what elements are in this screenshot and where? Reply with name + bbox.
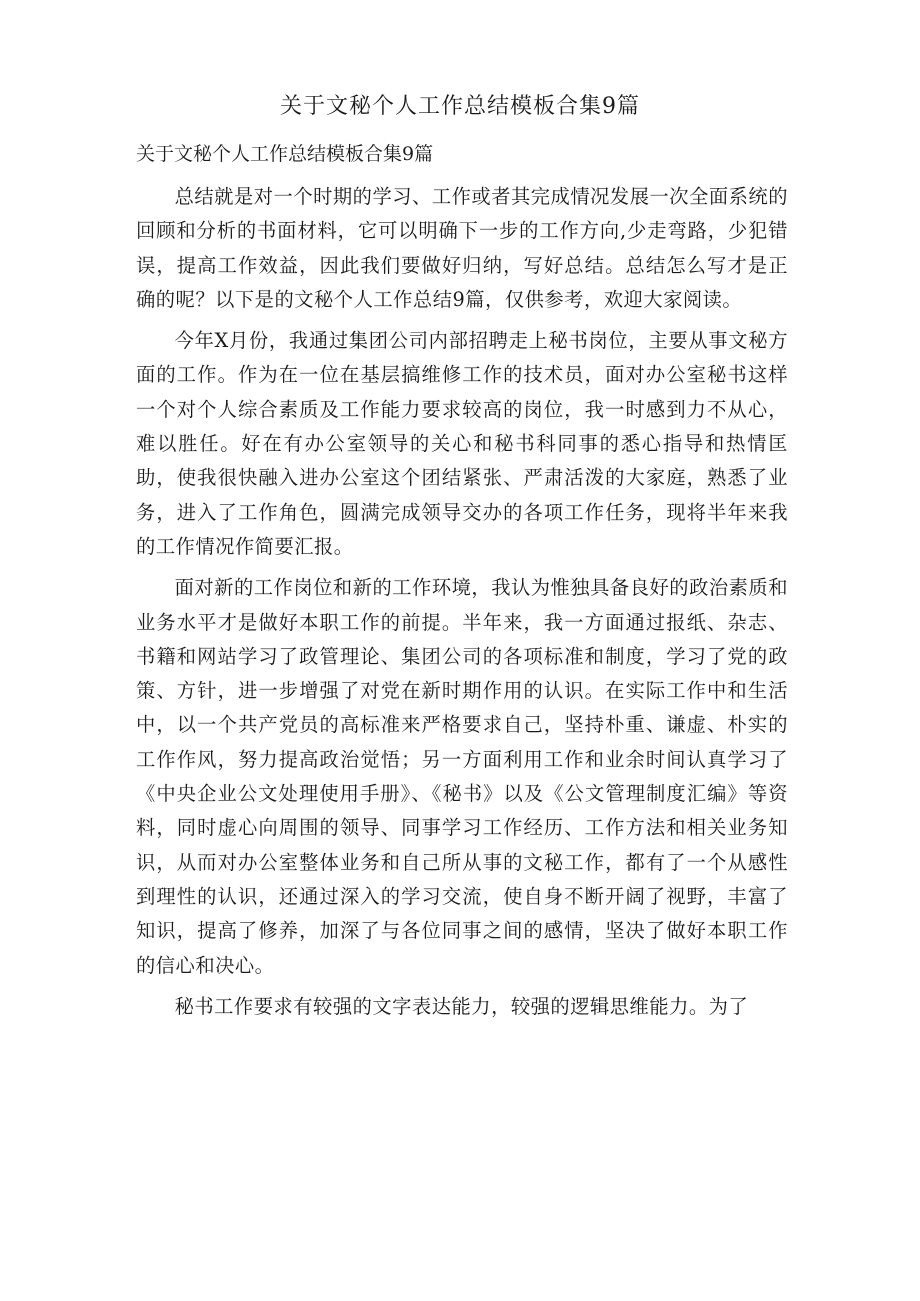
paragraph-intro: 总结就是对一个时期的学习、工作或者其完成情况发展一次全面系统的回顾和分析的书面材料，它可以明确下一步的工作方向,少走弯路，少犯错误，提高工作效益，因此我们要做好归纳，写好总结。总结怎么写才是正确的呢？以下是的文秘个人工作总结9篇，仅供参考，欢迎大家阅读。 (136, 185, 788, 311)
document-body (136, 180, 788, 1031)
paragraph-writing: 秘书工作要求有较强的文字表达能力，较强的逻辑思维能力。为了 (174, 994, 749, 1018)
paragraph-study: 面对新的工作岗位和新的工作环境，我认为惟独具备良好的政治素质和业务水平才是做好本职工作的前提。半年来，我一方面通过报纸、杂志、书籍和网站学习了政管理论、集团公司的各项标准和制度，学习了党的政策、方针，进一步增强了对党在新时期作用的认识。在实际工作中和生活中，以一个共产党员的高标准来严格要求自己，坚持朴重、谦虚、朴实的工作作风，努力提高政治觉悟；另一方面利用工作和业余时间认真学习了《中央企业公文处理使用手册》、《秘书》以及《公文管理制度汇编》等资料，同时虚心向周围的领导、同事学习工作经历、工作方法和相关业务知识，从而对办公室整体业务和自己所从事的文秘工作，都有了一个从感性到理性的认识，还通过深入的学习交流，使自身不断开阔了视野，丰富了知识，提高了修养，加深了与各位同事之间的感情，坚决了做好本职工作的信心和决心。 (136, 576, 788, 977)
document-title: 关于文秘个人工作总结模板合集9篇 (280, 94, 640, 119)
paragraph-background: 今年X月份，我通过集团公司内部招聘走上秘书岗位，主要从事文秘方面的工作。作为在一位在基层搞维修工作的技术员，面对办公室秘书这样一个对个人综合素质及工作能力要求较高的岗位，我一时感到力不从心，难以胜任。好在有办公室领导的关心和秘书科同事的悉心指导和热情匡助，使我很快融入进办公室这个团结紧张、严肃活泼的大家庭，熟悉了业务，进入了工作角色，圆满完成领导交办的各项工作任务，现将半年来我的工作情况作简要汇报。 (136, 329, 788, 558)
document-subtitle: 关于文秘个人工作总结模板合集9篇 (136, 143, 434, 165)
